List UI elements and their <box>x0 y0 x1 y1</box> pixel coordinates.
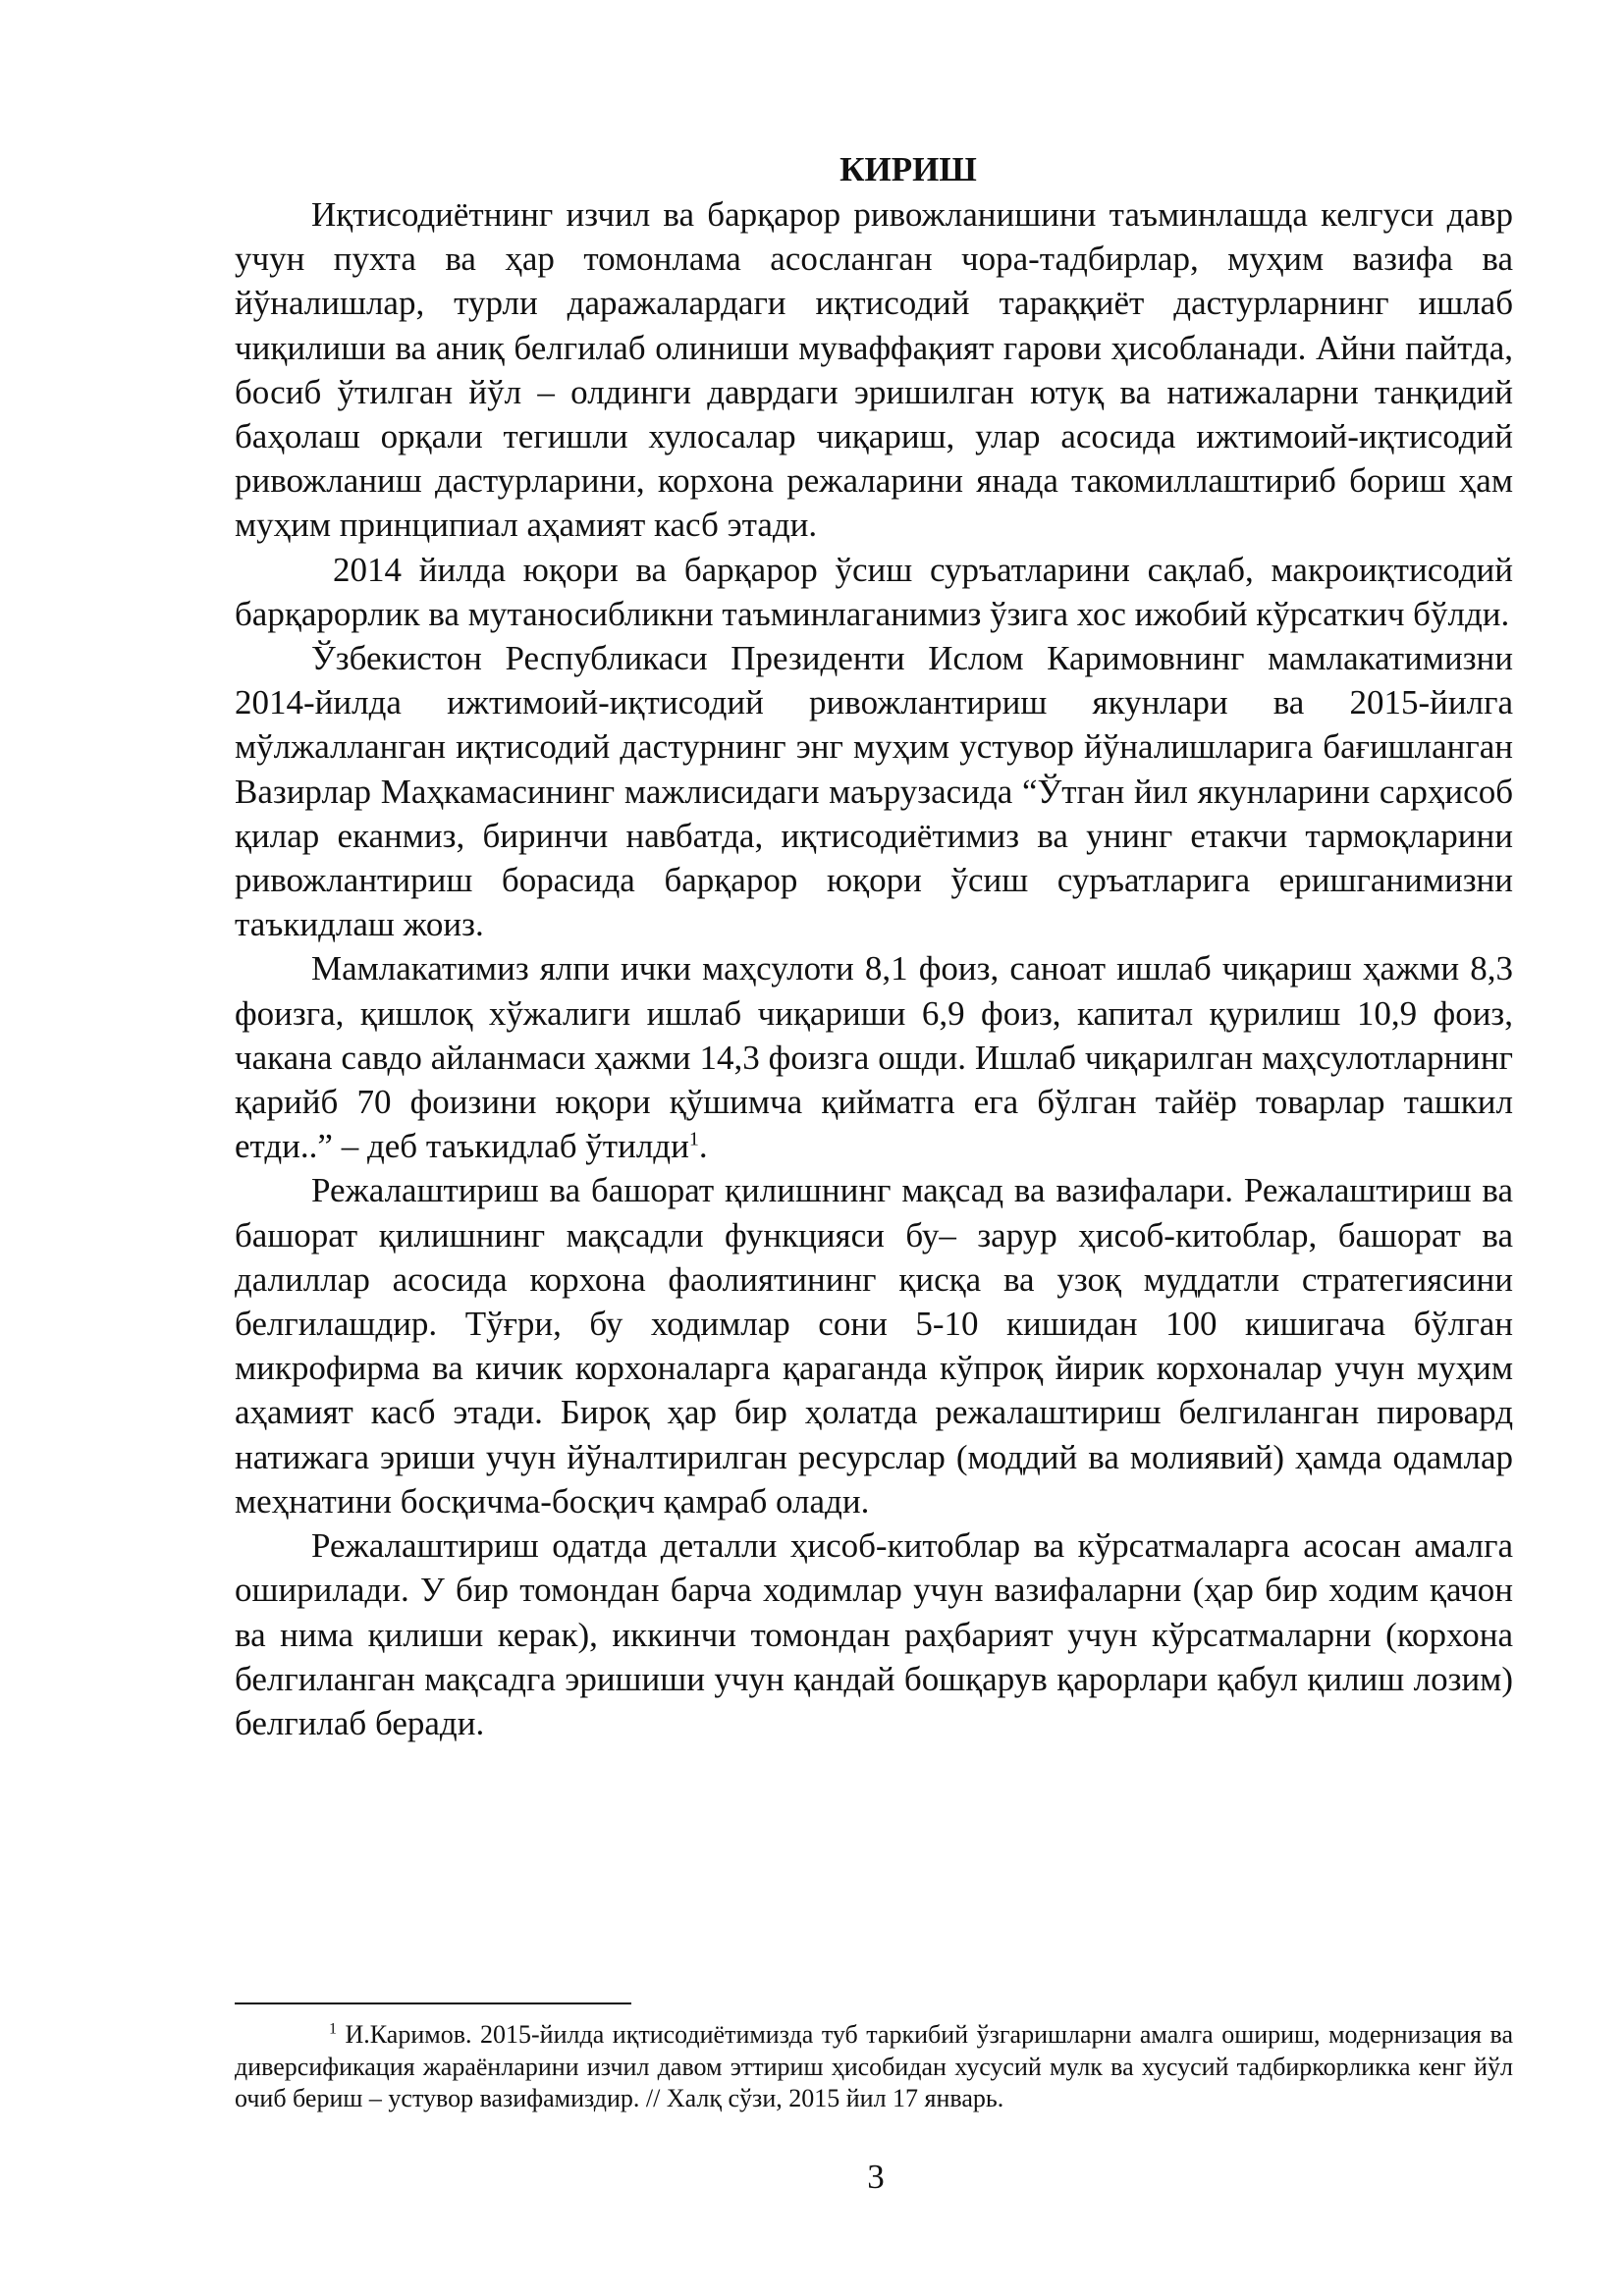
footnote-text: И.Каримов. 2015-йилда иқтисодиётимизда туб таркибий ўзгаришларни амалга ошириш, модернизация ва диверсификация жараёнларини изчил давом эттириш ҳисобидан хусусий мулк ва хусусий тадбиркорликка кенг йўл очиб бериш – устувор вазифамиздир. // Халқ сўзи, 2015 йил 17 январь. <box>235 2020 1513 2112</box>
paragraph-4-end: . <box>698 1127 708 1166</box>
paragraph-2: 2014 йилда юқори ва барқарор ўсиш суръатларини сақлаб, макроиқтисодий барқарорлик ва мутаносибликни таъминлаганимиз ўзига хос ижобий кўрсаткич бўлди. <box>235 550 1513 633</box>
paragraph-5: Режалаштириш ва башорат қилишнинг мақсад ва вазифалари. Режалаштириш ва башорат қилишнинг мақсадли функцияси бу– зарур ҳисоб-китоблар, башорат ва далиллар асосида корхона фаолиятининг қисқа ва узоқ муддатли стратегиясини белгилашдир. Тўғри, бу ходимлар сони 5-10 кишидан 100 кишигача бўлган микрофирма ва кичик корхоналарга қараганда кўпроқ йирик корхоналар учун муҳим аҳамият касб этади. Бироқ ҳар бир ҳолатда режалаштириш белгиланган пировард натижага эриши учун йўналтирилган ресурслар (моддий ва молиявий) ҳамда одамлар меҳнатини босқичма-босқич қамраб олади. <box>235 1171 1513 1521</box>
paragraph-4-text: Мамлакатимиз ялпи ички маҳсулоти 8,1 фоиз, саноат ишлаб чиқариш ҳажми 8,3 фоизга, қишлоқ хўжалиги ишлаб чиқариши 6,9 фоиз, капитал қурилиш 10,9 фоиз, чакана савдо айланмаси ҳажми 14,3 фоизга ошди. Ишлаб чиқарилган маҳсулотларнинг қарийб 70 фоизини юқори қўшимча қийматга ега бўлган тайёр товарлар ташкил етди..” – деб таъкидлаб ўтилди <box>235 949 1513 1166</box>
body-text <box>235 192 1513 1745</box>
paragraph-4 <box>235 946 1513 1168</box>
footnote-reference: 1 <box>688 1128 699 1150</box>
footnote-mark: 1 <box>329 2020 337 2038</box>
footnote-separator <box>235 2002 631 2004</box>
paragraph-6: Режалаштириш одатда деталли ҳисоб-китоблар ва кўрсатмаларга асосан амалга оширилади. У бир томондан барча ходимлар учун вазифаларни (ҳар бир ходим қачон ва нима қилиши керак), иккинчи томондан раҳбарият учун кўрсатмаларни (корхона белгиланган мақсадга эришиши учун қандай бошқарув қарорлари қабул қилиш лозим) белгилаб беради. <box>235 1526 1513 1742</box>
paragraph-3: Ўзбекистон Республикаси Президенти Ислом Каримовнинг мамлакатимизни 2014-йилда ижтимоий-иқтисодий ривожлантириш якунлари ва 2015-йилга мўлжалланган иқтисодий дастурнинг энг муҳим устувор йўналишларига бағишланган Вазирлар Маҳкамасининг мажлисидаги маърузасида “Ўтган йил якунларини сарҳисоб қилар еканмиз, биринчи навбатда, иқтисодиётимиз ва унинг етакчи тармоқларини ривожлантириш борасида барқарор юқори ўсиш суръатларига еришганимизни таъкидлаш жоиз. <box>235 639 1513 944</box>
page-number: 3 <box>867 2158 885 2196</box>
document-page <box>235 147 1513 1745</box>
page-title: КИРИШ <box>839 150 977 188</box>
footnote <box>235 2019 1513 2115</box>
paragraph-1: Иқтисодиётнинг изчил ва барқарор ривожланишини таъминлашда келгуси давр учун пухта ва ҳар томонлама асосланган чора-тадбирлар, муҳим вазифа ва йўналишлар, турли даражалардаги иқтисодий тараққиёт дастурларнинг ишлаб чиқилиши ва аниқ белгилаб олиниши муваффақият гарови ҳисобланади. Айни пайтда, босиб ўтилган йўл – олдинги даврдаги эришилган ютуқ ва натижаларни танқидий баҳолаш орқали тегишли хулосалар чиқариш, улар асосида ижтимоий-иқтисодий ривожланиш дастурларини, корхона режаларини янада такомиллаштириб бориш ҳам муҳим принципиал аҳамият касб этади. <box>235 195 1513 545</box>
